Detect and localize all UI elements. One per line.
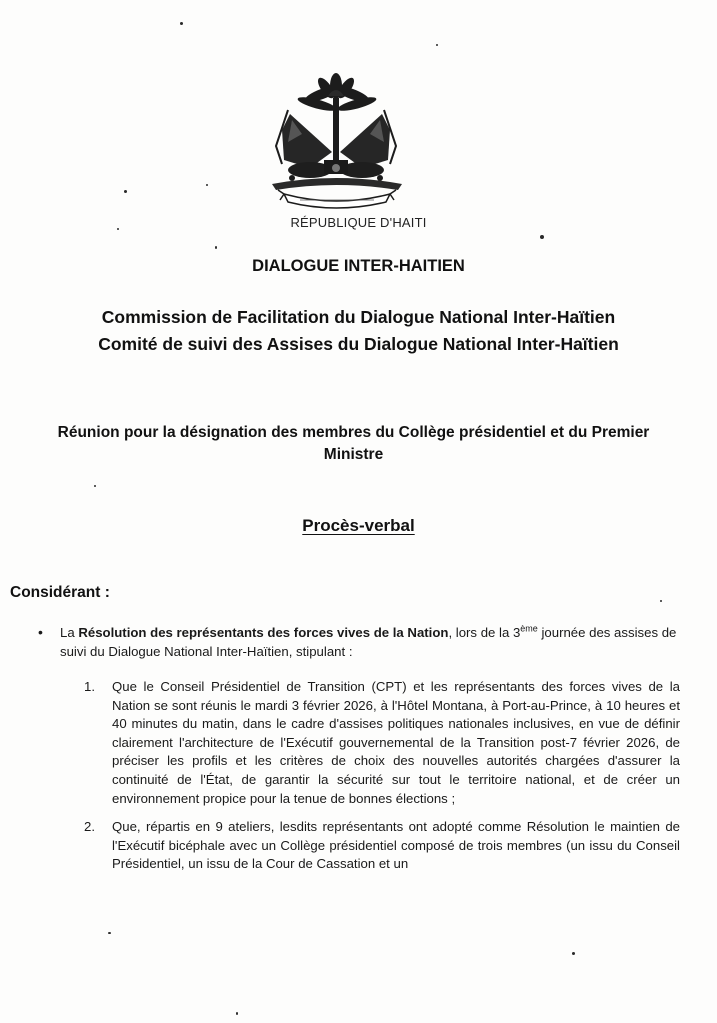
scan-speck	[180, 22, 183, 25]
scan-speck	[660, 600, 662, 602]
scan-speck	[436, 44, 438, 46]
scan-speck	[124, 190, 127, 193]
bullet-prefix: La	[60, 625, 79, 640]
scan-speck	[236, 1012, 238, 1015]
scan-speck	[540, 235, 544, 239]
meeting-title-line-1: Réunion pour la désignation des membres du Collège présidentiel et du Premier	[57, 424, 650, 441]
bullet-sup: ème	[520, 623, 538, 634]
bullet-icon: •	[38, 624, 43, 640]
commission-heading	[0, 304, 717, 358]
commission-line-1: Commission de Facilitation du Dialogue National Inter-Haïtien	[101, 307, 616, 327]
bullet-suffix: journée des assises de suivi du Dialogue National Inter-Haïtien, stipulant :	[60, 625, 677, 659]
meeting-title-line-2: Ministre	[323, 446, 384, 463]
meeting-title	[4, 422, 703, 466]
stipulation-list	[84, 678, 680, 884]
resolution-bullet-text	[60, 623, 698, 661]
scan-speck	[215, 246, 217, 249]
proces-verbal-heading	[0, 516, 717, 536]
list-item	[84, 678, 680, 808]
considerant-label: Considérant :	[10, 584, 110, 601]
resolution-bullet	[38, 623, 698, 661]
scan-speck	[206, 184, 208, 186]
scan-speck	[572, 952, 575, 955]
list-item-text: Que, répartis en 9 ateliers, lesdits représentants ont adopté comme Résolution le maintien de l'Exécutif bicéphale avec un Collège présidentiel composé de trois membres (un issu du Conseil Présidentiel, un issu de la Cour de Cassation et un	[112, 819, 680, 872]
list-item-number: 1.	[84, 679, 95, 694]
list-item-text: Que le Conseil Présidentiel de Transition (CPT) et les représentants des forces vives de la Nation se sont réunis le mardi 3 février 2026, à l'Hôtel Montana, à Port-au-Prince, à 10 heures et 40 minutes du matin, dans le cadre d'assises politiques nationales inclusives, en vue de définir clairement l'architecture de l'Exécutif gouvernemental de la Transition post-7 février 2026, de préciser les profils et les critères de choix des nouvelles autorités chargées d'assurer la continuité de l'État, de garantir la sécurité sur tout le territoire national, et de créer un environnement propice pour la tenue de bonnes élections ;	[112, 679, 680, 806]
list-item	[84, 818, 680, 874]
haiti-coat-of-arms-icon	[262, 72, 412, 212]
commission-line-2: Comité de suivi des Assises du Dialogue National Inter-Haïtien	[98, 334, 619, 354]
list-item-number: 2.	[84, 819, 95, 835]
republic-label: RÉPUBLIQUE D'HAITI	[290, 215, 427, 230]
scan-speck	[108, 932, 111, 934]
bullet-bold: Résolution des représentants des forces vives de la Nation	[78, 625, 449, 640]
proces-verbal-text: Procès-verbal	[302, 516, 415, 535]
scan-speck	[94, 485, 96, 487]
dialogue-title: DIALOGUE INTER-HAITIEN	[252, 257, 465, 275]
bullet-mid: , lors de la 3	[448, 625, 521, 640]
